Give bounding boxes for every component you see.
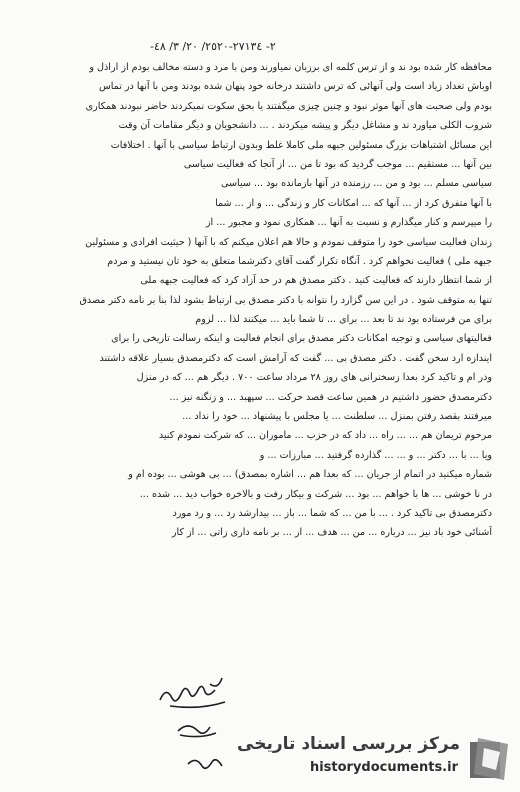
document-reference-number: -٢- ٢٧١٣٤-٢٥٢٠/ ٢٠/ ٣/ ٤٨ bbox=[150, 40, 276, 53]
text-line: بودم ولی صحبت های آنها موثر نبود و چنین چیزی میگفتند یا بحق سکوت نمیکردند حاضر نبودند همکاری bbox=[85, 100, 492, 112]
text-line: میرفتند بقصد رفتن بمنزل ... سلطنت ... یا مجلس با پیشنهاد ... خود را نداد ... bbox=[182, 411, 492, 423]
text-line: محافظه کار شده بود ند و از ترس کلمه ای برزبان نمیاورند ومن با مرد و دسته مخالف بودم از اراذل و bbox=[89, 62, 492, 73]
text-line: تنها به متوقف شود . در این سن گزارد را نتوانه با دکتر مصدق بی ارتباط بشود لذا بنا بر نامه دکتر مصدق bbox=[79, 294, 492, 306]
text-line: آشنائی خود باد نیز ... درباره ... من ... هدف ... از ... بر نامه داری زاتی ... از کار bbox=[171, 527, 492, 539]
text-line: ودر ام و تاکید کرد بعدا زسخنرانی های روز ۲۸ مرداد ساعت ۷۰۰ . دیگر هم ... که در منزل bbox=[136, 372, 492, 384]
text-line: زندان فعالیت سیاسی خود را متوقف نمودم و حالا هم اعلان میکنم که با آنها ( حیثیت افرادی و مسئولین bbox=[85, 236, 492, 248]
text-line: مرحوم تریمان هم ... ... راه ... داد که در حزب ... ماموران ... که شرکت نمودم کنید bbox=[158, 430, 492, 442]
text-line: سیاسی مسلم ... بود و من ... رزمنده در آنها بازمانده بود ... سیاسی bbox=[221, 178, 492, 190]
signature-3 bbox=[182, 744, 232, 780]
text-line: با آنها متفرق کرد از ... آنها که ... امکانات کار و زندگی ... و از ... شما bbox=[215, 197, 492, 209]
text-line: بین آنها ... مستقیم ... موجب گردید که بود تا من ... از آنجا که فعالیت سیاسی bbox=[183, 158, 492, 170]
signature-1 bbox=[150, 676, 240, 712]
text-line: ایندازه ارد سخن گفت . دکتر مصدق بی ... گفت که آرامش است که دکترمصدق بسیار علاقه داشتند bbox=[99, 352, 492, 364]
signature-2 bbox=[170, 710, 230, 746]
text-line: شروب الکلی میاورد ند و مشاغل دیگر و پیشه میکردند . ... دانشجویان و دیگر مقامات آن وقت bbox=[118, 120, 492, 132]
document-body bbox=[52, 58, 492, 543]
text-line: برای من فرستاده بود ند تا بعد ... برای ... تا شما باید ... میکنند لذا ... لزوم bbox=[195, 314, 492, 326]
watermark-url: historydocuments.ir bbox=[309, 760, 458, 775]
text-line: این مسائل اشتباهات بزرگ مسئولین جبهه ملی کاملا غلط وبدون ارتباط سیاسی با آنها . اختلافات bbox=[110, 139, 492, 151]
text-line: را میپرسم و کنار میگذارم و نسبت به آنها ... همکاری نمود و مجبور ... از bbox=[205, 217, 492, 229]
text-line: دکترمصدق حضور داشتیم در همین ساعت قصد حرکت ... سپهبد ... و زنگنه نیز ... bbox=[169, 391, 492, 403]
watermark bbox=[238, 728, 518, 788]
watermark-logo bbox=[464, 734, 514, 784]
text-line: اوباش تعداد زیاد است ولی آنهائی که ترس داشتند درخانه خود پنهان شده بودند ومن با آنها در تماس bbox=[99, 81, 492, 93]
text-line: جبهه ملی ) فعالیت نخواهم کرد . آنگاه تکرار گفت آقای دکترشما متعلق به خود تان نیستید و مردم bbox=[107, 255, 492, 267]
watermark-title: مرکز بررسی اسناد تاریخی bbox=[237, 734, 460, 754]
text-line: ویا ... با ... دکتر ... و ... ... گذارده گرفتید ... مبارزات ... و bbox=[259, 449, 492, 461]
text-line: شماره میکنید در اتمام از جریان ... که بعدا هم ... اشاره بمصدق) ... بی هوشی ... بوده ام و bbox=[128, 469, 492, 481]
text-line: از شما انتظار دارند که فعالیت کنید . دکتر مصدق هم در حد آزاد کرد که فعالیت جبهه ملی bbox=[140, 275, 492, 287]
text-line: دکترمصدق بی تاکید کرد . ... با من ... که شما ... باز ... بیدارشد رد ... و رد مورد bbox=[172, 507, 492, 519]
text-line: در نا خوشی ... ها با خواهم ... بود ... شرکت و بیکار رفت و بالاخره خواب دید ... شده ... bbox=[139, 488, 492, 500]
text-line: فعالیتهای سیاسی و توجیه امکانات دکتر مصدق برای انجام فعالیت و اینکه رسالت تاریخی را برای bbox=[111, 333, 492, 345]
